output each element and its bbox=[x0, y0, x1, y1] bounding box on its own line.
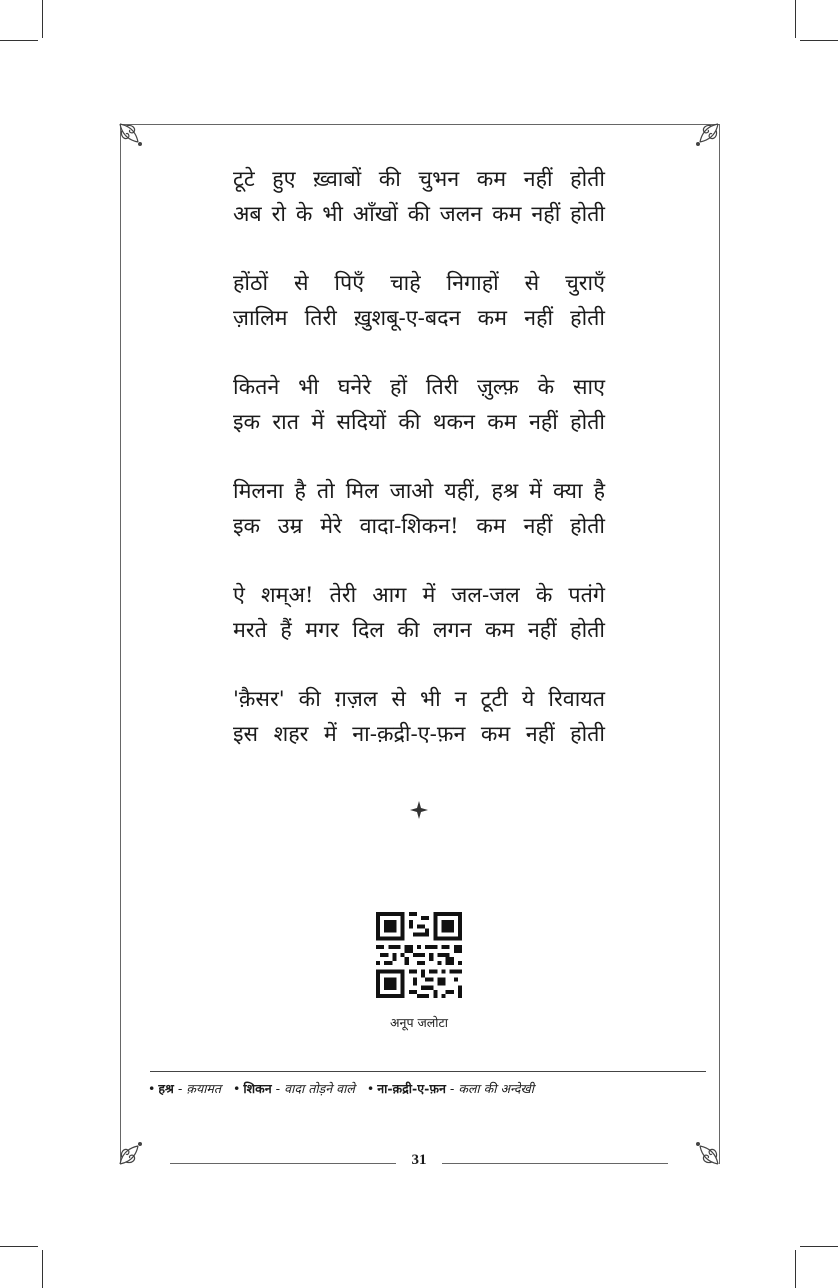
crop-mark bbox=[0, 40, 38, 41]
verse-line: अब रो के भी आँखों की जलन कम नहीं होती bbox=[233, 202, 605, 227]
crop-mark bbox=[800, 1246, 838, 1247]
bullet-icon: • bbox=[366, 1081, 375, 1096]
couplet bbox=[233, 682, 605, 752]
verse-line: 'क़ैसर' की ग़ज़ल से भी न टूटी ये रिवायत bbox=[233, 687, 605, 712]
verse-line: कितने भी घनेरे हों तिरी ज़ुल्फ़ के साए bbox=[233, 375, 605, 400]
verse-line: होंठों से पिएँ चाहे निगाहों से चुराएँ bbox=[233, 271, 605, 296]
footnote-rule bbox=[150, 1071, 706, 1072]
verse-line: इक उम्र मेरे वादा-शिकन! कम नहीं होती bbox=[233, 514, 605, 539]
floral-corner-icon bbox=[684, 122, 720, 158]
footnote-item bbox=[148, 1081, 225, 1096]
qr-code-icon[interactable] bbox=[376, 912, 462, 998]
footnote-item bbox=[367, 1081, 534, 1096]
floral-corner-icon bbox=[684, 1130, 720, 1166]
couplet bbox=[233, 162, 605, 232]
footnote-term: हश्र bbox=[158, 1081, 174, 1096]
couplet bbox=[233, 578, 605, 648]
crop-mark bbox=[800, 40, 838, 41]
floral-corner-icon bbox=[118, 1130, 154, 1166]
verse-line: इस शहर में ना-क़द्री-ए-फ़न कम नहीं होती bbox=[233, 722, 605, 747]
frame-bottom-rule-right bbox=[442, 1163, 668, 1164]
frame-bottom-rule-left bbox=[170, 1163, 396, 1164]
bullet-icon: • bbox=[148, 1081, 156, 1096]
page-number: 31 bbox=[411, 1152, 427, 1168]
verse-line: मिलना है तो मिल जाओ यहीं, हश्र में क्या है bbox=[233, 479, 605, 504]
qr-caption: अनूप जलोटा bbox=[389, 1015, 449, 1030]
crop-mark bbox=[795, 0, 796, 38]
verse-line: मरते हैं मगर दिल की लगन कम नहीं होती bbox=[233, 618, 605, 643]
verse-line: ज़ालिम तिरी ख़ुशबू-ए-बदन कम नहीं होती bbox=[233, 306, 605, 331]
bullet-icon: • bbox=[233, 1081, 241, 1096]
footnote-separator: - bbox=[173, 1081, 187, 1096]
footnote-term: ना-क़द्री-ए-फ़न bbox=[377, 1081, 446, 1096]
crop-mark bbox=[0, 1246, 38, 1247]
couplet bbox=[233, 266, 605, 336]
footnote-term: शिकन bbox=[243, 1081, 272, 1096]
footnote-separator: - bbox=[271, 1081, 285, 1096]
verse-line: ऐ शम्अ! तेरी आग में जल-जल के पतंगे bbox=[233, 583, 605, 608]
ghazal-text bbox=[233, 162, 605, 786]
crop-mark bbox=[42, 1250, 43, 1288]
footnote-meaning: वादा तोड़ने वाले bbox=[284, 1081, 355, 1096]
footnote-item bbox=[233, 1081, 359, 1096]
footnotes bbox=[148, 1080, 708, 1097]
footnote-meaning: कला की अन्देखी bbox=[458, 1081, 534, 1096]
footnote-meaning: क़यामत bbox=[186, 1081, 222, 1096]
verse-line: टूटे हुए ख़्वाबों की चुभन कम नहीं होती bbox=[233, 167, 605, 192]
four-point-star-ornament-icon bbox=[409, 800, 429, 820]
footnote-separator: - bbox=[445, 1081, 459, 1096]
crop-mark bbox=[42, 0, 43, 38]
verse-line: इक रात में सदियों की थकन कम नहीं होती bbox=[233, 410, 605, 435]
couplet bbox=[233, 474, 605, 544]
couplet bbox=[233, 370, 605, 440]
crop-mark bbox=[795, 1250, 796, 1288]
floral-corner-icon bbox=[118, 122, 154, 158]
